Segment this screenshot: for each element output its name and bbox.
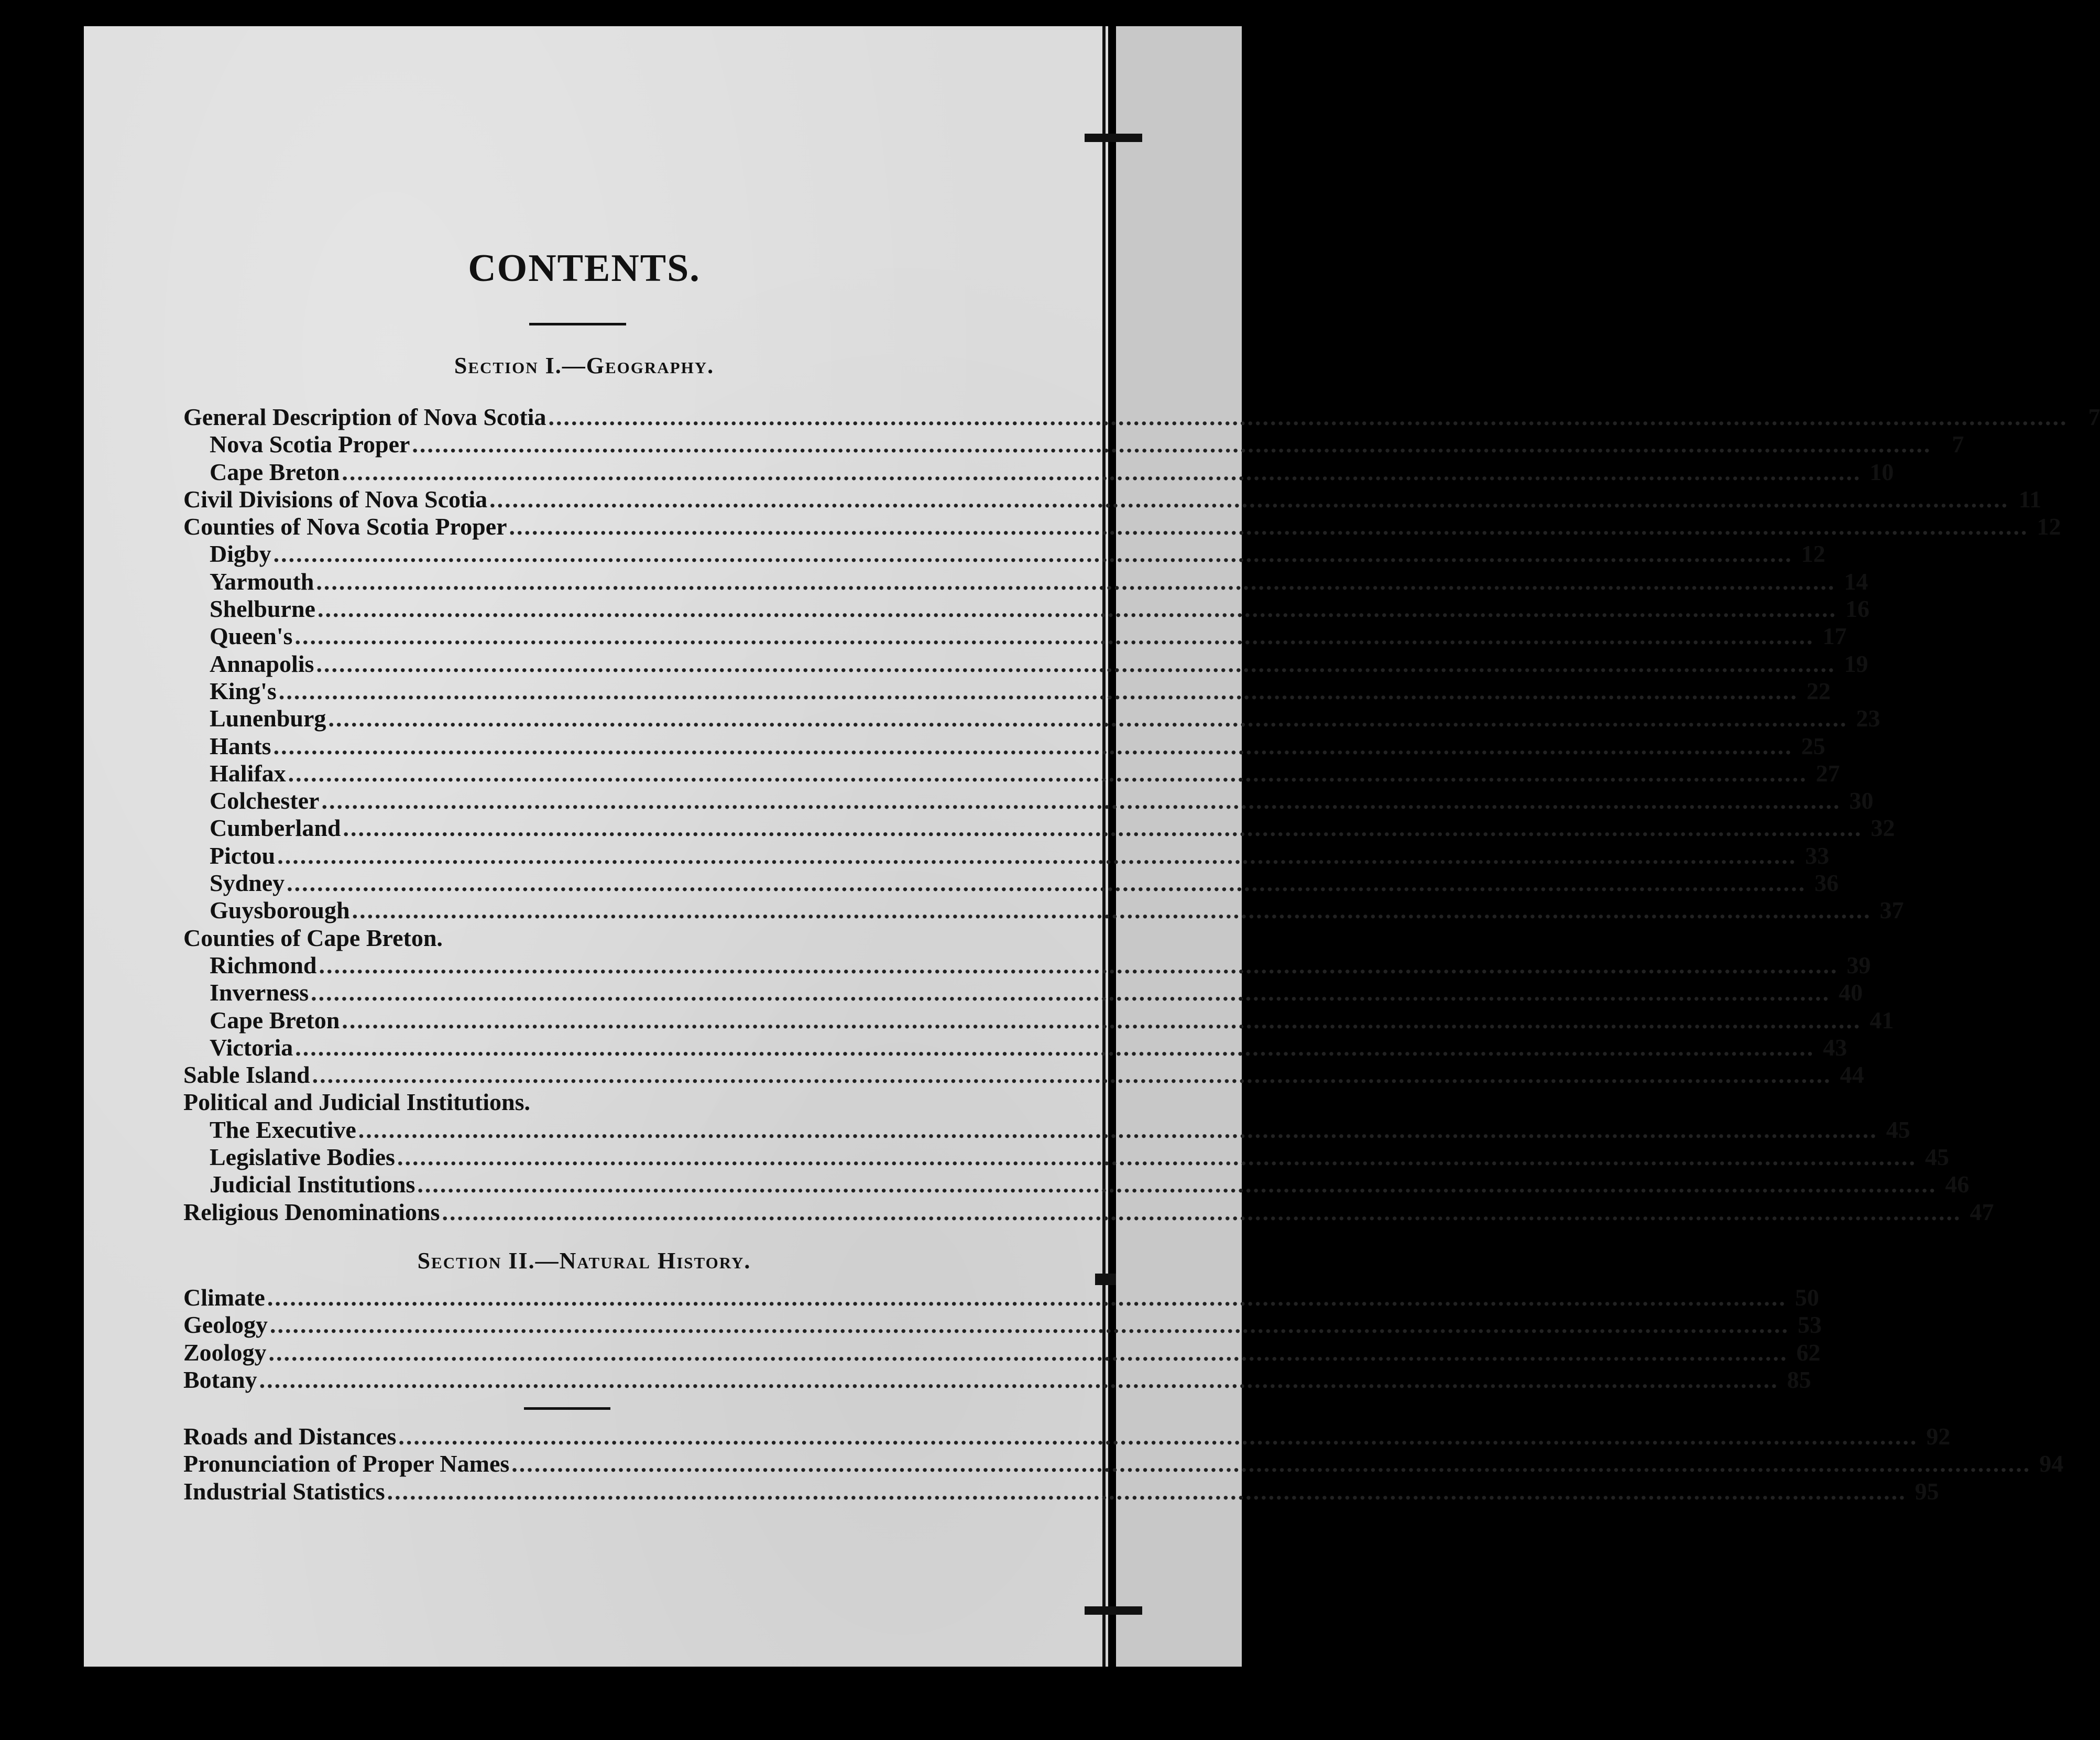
toc-entry-label: Hants	[210, 732, 271, 759]
toc-page-number: 46	[1945, 1171, 1970, 1198]
toc-entry	[183, 1116, 1910, 1144]
toc-entry-label: Queen's	[210, 623, 293, 650]
toc-leader-dots: ........................................................................................................................................................................................................	[295, 1034, 1815, 1061]
toc-entry-label: Digby	[210, 540, 271, 568]
toc-page-number: 14	[1844, 568, 1868, 595]
toc-entry-label: Yarmouth	[210, 568, 314, 595]
toc-leader-dots: ........................................................................................................................................................................................................	[277, 842, 1797, 869]
toc-page-number: 7	[1952, 431, 1964, 458]
toc-leader-dots: ........................................................................................................................................................................................................	[412, 431, 1932, 458]
appendix-list	[183, 1423, 2064, 1505]
toc-leader-dots: ........................................................................................................................................................................................................	[509, 513, 2029, 540]
toc-leader-dots: ........................................................................................................................................................................................................	[294, 623, 1814, 650]
toc-entry-label: Colchester	[210, 787, 320, 814]
toc-page-number: 12	[2037, 513, 2061, 540]
toc-entry	[183, 814, 1895, 842]
toc-entry-label: Climate	[183, 1284, 265, 1311]
toc-entry	[183, 1144, 1949, 1171]
section-2-heading: Section II.—Natural History.	[417, 1248, 751, 1274]
toc-leader-dots: ........................................................................................................................................................................................................	[511, 1450, 2031, 1477]
section-1-heading: Section I.—Geography.	[454, 353, 715, 378]
toc-leader-dots: ........................................................................................................................................................................................................	[267, 1284, 1787, 1311]
toc-entry-label: Zoology	[183, 1339, 267, 1366]
toc-page-number: 22	[1806, 677, 1831, 704]
toc-page-number: 19	[1844, 650, 1868, 677]
spine-clip-bottom	[1085, 1606, 1142, 1615]
toc-entry-label: Roads and Distances	[183, 1423, 397, 1450]
toc-entry	[183, 759, 1840, 787]
toc-entry	[183, 705, 1880, 732]
section-2-list	[183, 1284, 1822, 1394]
toc-entry	[183, 1450, 2064, 1477]
toc-page-number: 16	[1845, 595, 1869, 623]
toc-page-number: 45	[1924, 1144, 1949, 1171]
toc-page-number: 32	[1871, 814, 1895, 842]
toc-entry	[183, 1089, 959, 1116]
toc-leader-dots: ........................................................................................................................................................................................................	[398, 1423, 1918, 1450]
toc-page-number: 92	[1926, 1423, 1951, 1450]
toc-leader-dots: ........................................................................................................................................................................................................	[287, 869, 1807, 897]
toc-leader-dots: ........................................................................................................................................................................................................	[358, 1116, 1878, 1143]
toc-page-number: 50	[1795, 1284, 1819, 1311]
toc-leader-dots: ........................................................................................................................................................................................................	[316, 568, 1836, 595]
toc-entry	[183, 595, 1869, 623]
toc-entry	[183, 650, 1868, 678]
toc-page-number: 43	[1823, 1034, 1847, 1061]
toc-entry-label: Counties of Cape Breton.	[183, 924, 443, 951]
toc-leader-dots: ........................................................................................................................................................................................................	[259, 1366, 1779, 1393]
toc-page-number: 33	[1805, 842, 1830, 869]
toc-page-number: 23	[1856, 705, 1880, 732]
toc-entry	[183, 513, 2061, 540]
toc-leader-dots: ........................................................................................................................................................................................................	[342, 458, 1862, 485]
toc-entry	[183, 951, 1871, 979]
toc-entry-label: General Description of Nova Scotia	[183, 404, 546, 430]
toc-entry-label: Sable Island	[183, 1061, 310, 1089]
toc-entry-label: Shelburne	[210, 595, 315, 623]
toc-page-number: 11	[2018, 485, 2042, 513]
toc-leader-dots: ........................................................................................................................................................................................................	[328, 705, 1848, 732]
toc-entry	[183, 842, 1830, 869]
toc-leader-dots: ........................................................................................................................................................................................................	[417, 1171, 1937, 1198]
toc-entry-label: Legislative Bodies	[210, 1144, 395, 1171]
toc-page-number: 30	[1849, 787, 1874, 814]
toc-page-number: 12	[1801, 540, 1825, 568]
toc-entry	[183, 431, 1964, 458]
toc-entry	[183, 458, 1894, 486]
toc-leader-dots: ........................................................................................................................................................................................................	[397, 1144, 1917, 1171]
section-1-list	[183, 404, 2100, 1226]
toc-page-number: 36	[1814, 869, 1839, 897]
toc-page-number: 25	[1801, 732, 1825, 759]
toc-entry	[183, 925, 959, 952]
toc-page-number: 44	[1840, 1061, 1864, 1089]
toc-page-number: 7	[2088, 404, 2100, 430]
toc-leader-dots: ........................................................................................................................................................................................................	[489, 485, 2009, 513]
toc-leader-dots: ........................................................................................................................................................................................................	[548, 404, 2068, 430]
toc-entry-label: Religious Denominations	[183, 1198, 440, 1225]
toc-leader-dots: ........................................................................................................................................................................................................	[268, 1339, 1788, 1366]
toc-page-number: 47	[1970, 1198, 1994, 1225]
toc-entry	[183, 540, 1825, 568]
toc-entry-label: Pronunciation of Proper Names	[183, 1450, 510, 1477]
toc-entry-label: Nova Scotia Proper	[210, 431, 410, 458]
toc-leader-dots: ........................................................................................................................................................................................................	[317, 595, 1837, 623]
toc-entry-label: Cape Breton	[210, 1006, 340, 1034]
toc-page-number: 45	[1886, 1116, 1910, 1143]
toc-entry-label: Richmond	[210, 951, 317, 978]
toc-page-number: 41	[1869, 1006, 1894, 1034]
toc-leader-dots: ........................................................................................................................................................................................................	[273, 732, 1793, 759]
toc-page-number: 10	[1869, 458, 1894, 485]
toc-page-number: 53	[1797, 1311, 1822, 1339]
spine-clip-middle	[1095, 1274, 1116, 1285]
toc-entry	[183, 1423, 1951, 1450]
toc-entry	[183, 1034, 1847, 1061]
toc-entry	[183, 677, 1831, 705]
toc-page-number: 17	[1822, 623, 1847, 650]
toc-entry-label: Cape Breton	[210, 458, 340, 485]
toc-entry	[183, 1171, 1970, 1198]
toc-leader-dots: ........................................................................................................................................................................................................	[288, 759, 1808, 787]
toc-leader-dots: ........................................................................................................................................................................................................	[343, 814, 1863, 842]
toc-entry-label: The Executive	[210, 1116, 356, 1143]
toc-page-number: 85	[1787, 1366, 1811, 1393]
toc-entry	[183, 404, 2100, 431]
toc-entry	[183, 485, 2042, 513]
toc-page-number: 62	[1796, 1339, 1821, 1366]
toc-page-number: 39	[1846, 951, 1871, 978]
toc-entry-label: Pictou	[210, 842, 276, 869]
toc-leader-dots: ........................................................................................................................................................................................................	[342, 1006, 1862, 1034]
toc-entry-label: Guysborough	[210, 897, 350, 924]
toc-entry	[183, 787, 1874, 814]
toc-entry	[183, 897, 1904, 924]
toc-entry-label: Halifax	[210, 759, 286, 787]
toc-entry-label: King's	[210, 677, 277, 704]
toc-entry-label: Civil Divisions of Nova Scotia	[183, 485, 488, 513]
toc-entry-label: Political and Judicial Institutions.	[183, 1089, 531, 1116]
toc-leader-dots: ........................................................................................................................................................................................................	[319, 951, 1839, 978]
toc-leader-dots: ........................................................................................................................................................................................................	[269, 1311, 1789, 1339]
toc-page-number: 94	[2039, 1450, 2064, 1477]
toc-entry-label: Industrial Statistics	[183, 1477, 385, 1505]
toc-leader-dots: ........................................................................................................................................................................................................	[316, 650, 1836, 677]
toc-entry-label: Annapolis	[210, 650, 314, 677]
toc-leader-dots: ........................................................................................................................................................................................................	[312, 1061, 1832, 1089]
toc-leader-dots: ........................................................................................................................................................................................................	[311, 979, 1831, 1006]
spine-clip-top	[1085, 134, 1142, 142]
toc-entry-label: Counties of Nova Scotia Proper	[183, 513, 507, 540]
toc-entry	[183, 1061, 1864, 1089]
toc-leader-dots: ........................................................................................................................................................................................................	[352, 897, 1872, 924]
toc-leader-dots: ........................................................................................................................................................................................................	[387, 1477, 1907, 1505]
toc-leader-dots: ........................................................................................................................................................................................................	[321, 787, 1841, 814]
toc-page-number: 27	[1815, 759, 1840, 787]
page-title: CONTENTS.	[468, 247, 701, 290]
toc-entry-label: Inverness	[210, 979, 309, 1006]
toc-leader-dots: ........................................................................................................................................................................................................	[442, 1198, 1962, 1225]
title-rule	[529, 323, 626, 325]
toc-entry	[183, 869, 1839, 897]
toc-entry-label: Botany	[183, 1366, 257, 1393]
toc-entry	[183, 1006, 1894, 1034]
toc-entry-label: Cumberland	[210, 814, 341, 842]
toc-leader-dots: ........................................................................................................................................................................................................	[278, 677, 1798, 704]
toc-page-number: 37	[1879, 897, 1904, 924]
toc-entry	[183, 1477, 1939, 1505]
toc-entry	[183, 623, 1847, 650]
toc-page-number: 95	[1915, 1477, 1939, 1505]
toc-entry	[183, 732, 1825, 760]
toc-entry	[183, 1366, 1811, 1394]
toc-entry-label: Victoria	[210, 1034, 293, 1061]
section-divider-rule	[524, 1407, 610, 1410]
toc-page-number: 40	[1839, 979, 1863, 1006]
toc-entry	[183, 1311, 1822, 1339]
toc-entry	[183, 1339, 1821, 1366]
toc-leader-dots: ........................................................................................................................................................................................................	[273, 540, 1793, 568]
toc-entry-label: Lunenburg	[210, 705, 326, 732]
toc-entry-label: Sydney	[210, 869, 285, 897]
toc-entry	[183, 1198, 1994, 1226]
toc-entry	[183, 568, 1868, 595]
toc-entry	[183, 979, 1863, 1006]
toc-entry-label: Judicial Institutions	[210, 1171, 415, 1198]
toc-entry	[183, 1284, 1819, 1311]
toc-entry-label: Geology	[183, 1311, 268, 1339]
